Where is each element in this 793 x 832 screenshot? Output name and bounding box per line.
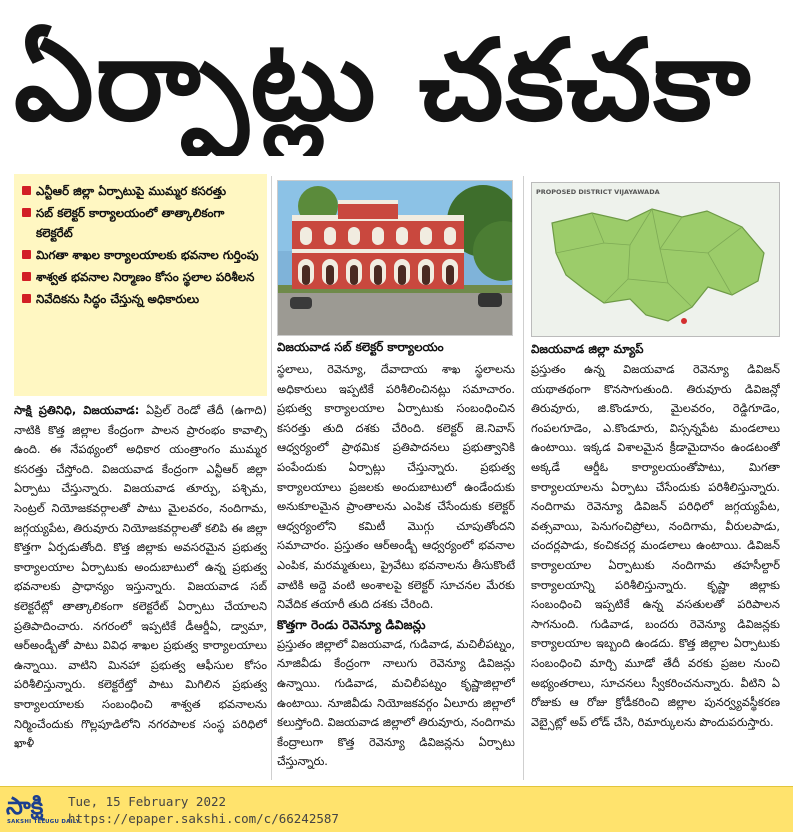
sub-collector-office-photo xyxy=(277,180,513,336)
epaper-footer xyxy=(0,786,793,832)
epaper-link[interactable]: https://epaper.sakshi.com/c/66242587 xyxy=(68,811,339,826)
district-map-illustration xyxy=(532,183,780,337)
article-column-1 xyxy=(14,401,267,781)
highlights-list xyxy=(22,181,261,309)
highlight-item: మిగతా శాఖల కార్యాలయాలకు భవనాల గుర్తింపు xyxy=(22,245,261,265)
highlights-box xyxy=(14,174,267,396)
column-divider xyxy=(523,176,524,780)
article-text: ప్రస్తుతం జిల్లాలో విజయవాడ, గుడివాడ, మచిలీపట్నం, నూజివీడు కేంద్రంగా నాలుగు రెవెన్యూ డివిజన్లు ఉన్నాయి. గుడివాడ, మచిలీపట్నం కృష్ణాజిల్లాలో ఉంటాయి. నూజివీడు నియోజకవర్గం ఏలూరు జిల్లాలో కలుస్తోంది. విజయవాడ జిల్లాలో తిరువూరు, నందిగామ కేంద్రాలుగా కొత్త రెవెన్యూ డివిజన్లను ఏర్పాటు చేస్తున్నారు. xyxy=(277,636,515,769)
highlight-item: శాశ్వత భవనాల నిర్మాణం కోసం స్థలాల పరిశీలన xyxy=(22,267,261,287)
bullet-square-icon xyxy=(22,208,31,217)
photo-caption: విజయవాడ సబ్ కలెక్టర్ కార్యాలయం xyxy=(277,340,444,354)
article-column-3 xyxy=(531,360,780,780)
bullet-square-icon xyxy=(22,294,31,303)
article-text: ప్రస్తుతం ఉన్న విజయవాడ రెవెన్యూ డివిజన్ యథాతథంగా కొనసాగుతుంది. తిరువూరు డివిజన్లో తిరువూరు, జి.కొండూరు, మైలవరం, రెడ్డిగూడెం, గంపలగూడెం, ఎ.కొండూరు, విస్సన్నపేట మండలాలు ఉంటాయి. ఇక్కడ విశాలమైన క్రీడామైదానం ఉండటంతో అక్కడే ఆర్డీఓ కార్యాలయంతోపాటు, మిగతా కార్యాలయాలను ఏర్పాటు చేసేందుకు పరిశీలిస్తున్నారు. నందిగామ రెవెన్యూ డివిజన్ పరిధిలో జగ్గయ్యపేట, వత్సవాయి, పెనుగంచిప్రోలు, నందిగామ, వీరులపాడు, చందర్లపాడు, కంచికచర్ల మండలాలు ఉంటాయి. డివిజన్ కార్యాలయాల ఏర్పాటుకు నందిగామ తహసీల్దార్ కార్యాలయాన్ని పరిశీలిస్తున్నారు. కృష్ణా జిల్లాకు సంబంధించి ఇప్పటికే ఉన్న వసతులతో పరిపాలన సాగనుంది. గుడివాడ, బందరు రెవెన్యూ డివిజన్లకు కార్యాలయాల ఇబ్బంది ఉండదు. కొత్త జిల్లాల ఏర్పాటుకు సంబంధించి మార్చి మూడో తేదీ వరకు ప్రజల నుంచి అభ్యంతరాలు, సూచనలు స్వీకరించనున్నారు. వీటిని ఏ రోజుకు ఆ రోజు క్రోడీకరించి జిల్లాల పునర్వ్యవస్థీకరణ వెబ్సైట్లో అప్ లోడ్ చేసి, రిమార్కులను పొందుపరుస్తారు. xyxy=(531,362,780,729)
highlight-item: ఎన్టీఆర్ జిల్లా ఏర్పాటుపై ముమ్మర కసరత్తు xyxy=(22,181,261,201)
district-map xyxy=(531,182,780,337)
building-illustration xyxy=(278,181,513,336)
highlight-item: నివేదికను సిద్ధం చేస్తున్న అధికారులు xyxy=(22,289,261,309)
dateline: సాక్షి ప్రతినిధి, విజయవాడ: xyxy=(14,403,140,417)
bullet-square-icon xyxy=(22,250,31,259)
publication-date: Tue, 15 February 2022 xyxy=(68,794,227,809)
column-divider xyxy=(271,176,272,780)
map-title-label: PROPOSED DISTRICT VIJAYAWADA xyxy=(536,188,660,196)
map-caption: విజయవాడ జిల్లా మ్యాప్ xyxy=(531,342,644,356)
article-text: స్థలాలు, రెవెన్యూ, దేవాదాయ శాఖ స్థలాలను అధికారులు ఇప్పటికే పరిశీలించినట్లు సమాచారం. ప్రభుత్వ కార్యాలయాల ఏర్పాటుకు సంబంధించిన కసరత్తు తుది దశకు చేరింది. కలెక్టర్ జె.నివాస్ ఆధ్వర్యంలో ప్రాథమిక ప్రతిపాదనలు ప్రభుత్వానికి పంపేందుకు ఏర్పాట్లు చేస్తున్నారు. ప్రభుత్వ కార్యాలయాలు ప్రజలకు అందుబాటులో ఉండేందుకు అనుకూలమైన ప్రాంతాలను ఎంపిక చేసేందుకు కలెక్టర్ ఆధ్వర్యంలోని కమిటీ మొగ్గు చూపుతోందని సమాచారం. ప్రస్తుతం ఆర్అండ్బీ ఆధ్వర్యంలో భవనాల ఎంపిక, మరమ్మతులు, ప్రైవేటు భవనాలను తీసుకొంటే వాటికి అద్దె వంటి అంశాలపై కలెక్టర్ సూచనల మేరకు నివేదిక తయారీ తుది దశకు చేరింది. xyxy=(277,362,515,612)
highlight-item: సబ్ కలెక్టర్ కార్యాలయంలో తాత్కాలికంగా కలెక్టరేట్ xyxy=(22,203,261,243)
bullet-square-icon xyxy=(22,272,31,281)
article-column-2 xyxy=(277,360,515,780)
headline: ఏర్పాట్లు చకచకా xyxy=(14,16,753,146)
sakshi-logo[interactable]: సాక్షి SAKSHI TELUGU DAILY xyxy=(4,791,64,829)
bullet-square-icon xyxy=(22,186,31,195)
section-subheading: కొత్తగా రెండు రెవెన్యూ డివిజన్లు xyxy=(277,616,426,632)
article-text: ఏప్రిల్ రెండో తేదీ (ఉగాది) నాటికి కొత్త జిల్లాల కేంద్రంగా పాలన ప్రారంభం కావాల్సి ఉంది. ఈ నేపథ్యంలో అధికార యంత్రాంగం ముమ్మర కసరత్తు చేస్తోంది. విజయవాడ కేంద్రంగా ఎన్టీఆర్ జిల్లా ఏర్పాటు చేస్తున్నారు. విజయవాడ తూర్పు, పశ్చిమ, సెంట్రల్ నియోజకవర్గాలతో పాటు మైలవరం, నందిగామ, జగ్గయ్యపేట, తిరువూరు నియోజకవర్గాలతో కలిపి ఈ జిల్లా కొత్తగా ఏర్పడుతోంది. కొత్త జిల్లాకు అవసరమైన ప్రభుత్వ కార్యాలయాల ఏర్పాటుకు అందుబాటులో ఉన్న ప్రభుత్వ భవనాలకు ప్రాధాన్యం ఇస్తున్నారు. విజయవాడ సబ్ కలెక్టరేట్లో తాత్కాలికంగా కలెక్టరేట్ ఏర్పాటు చేయాలని ప్రతిపాదించారు. నగరంలో ఇప్పటికే డీఆర్డీఏ, డ్వామా, ఆర్అండ్బీతో పాటు వివిధ శాఖల ప్రభుత్వ కార్యాలయాలు ఉన్నాయి. వాటిని మినహా ప్రభుత్వ ఆఫీసుల కోసం పరిశీలిస్తున్నారు. కలెక్టరేట్తో పాటు మిగిలిన ప్రభుత్వ కార్యాలయాలకు సంబంధించి శాశ్వత భవనాలను నిర్మించేందుకు గొల్లపూడిలోని నగరపాలక సంస్థ పరిధిలో ఖాళీ xyxy=(14,403,267,751)
